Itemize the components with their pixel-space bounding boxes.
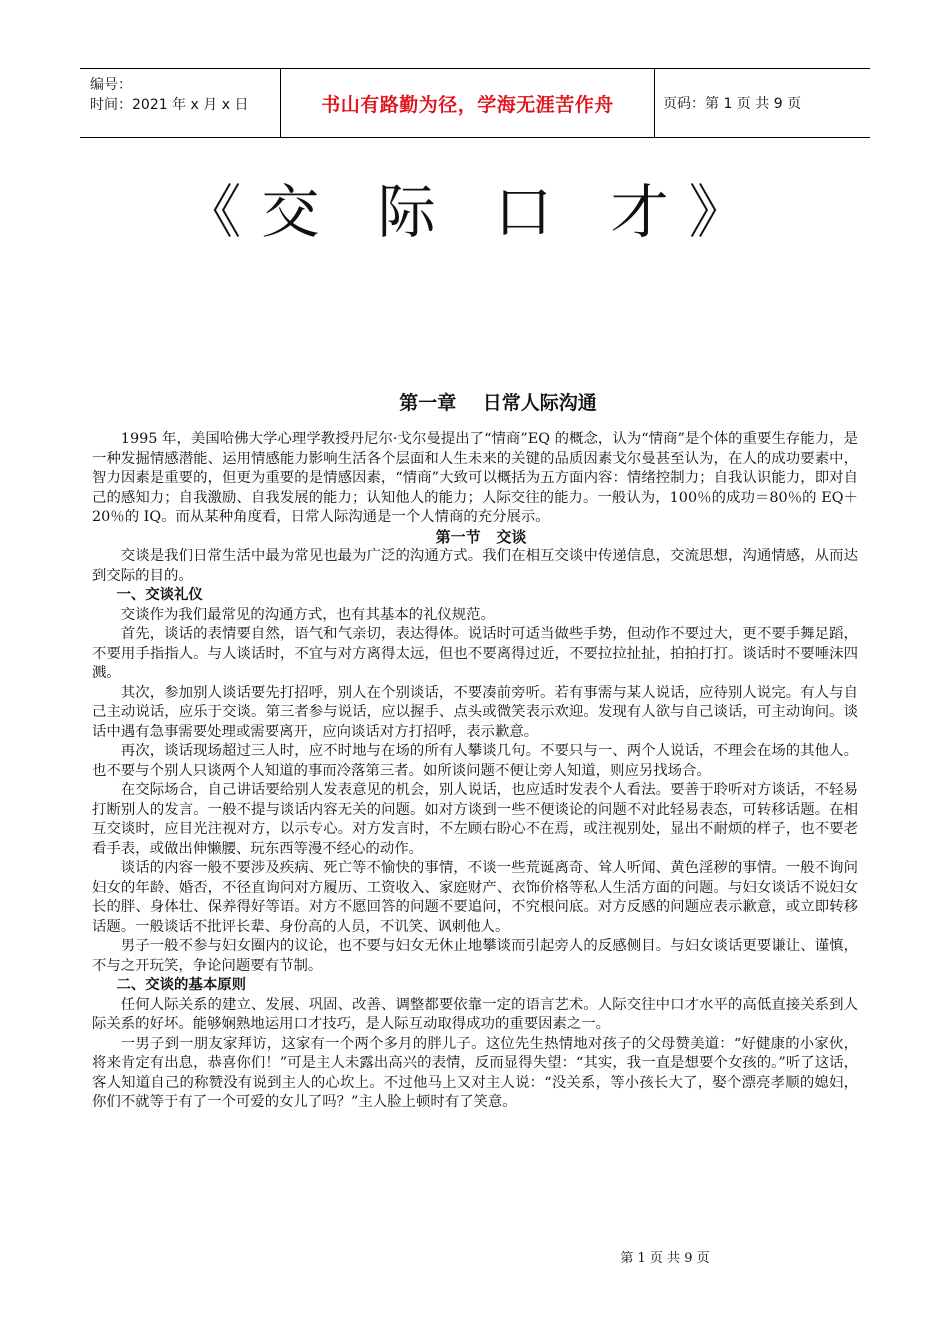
body-paragraph: 任何人际关系的建立、发展、巩固、改善、调整都要依靠一定的语言艺术。人际交往中口才水平的高低直接关系到人际关系的好坏。能够娴熟地运用口才技巧，是人际互动取得成功的重要因素之一。 bbox=[92, 996, 858, 1032]
body-paragraph: 一男子到一朋友家拜访，这家有一个两个多月的胖儿子。这位先生热情地对孩子的父母赞美道：“好健康的小家伙，将来肯定有出息，恭喜你们！”可是主人未露出高兴的表情，反而显得失望：“其实，我一直是想要个女孩的。”听了这话，客人知道自己的称赞没有说到主人的心坎上。不过他马上又对主人说：“没关系，等小孩长大了，娶个漂亮孝顺的媳妇，你们不就等于有了一个可爱的女儿了吗？”主人脸上顿时有了笑意。 bbox=[92, 1035, 858, 1110]
body-paragraph: 交谈是我们日常生活中最为常见也最为广泛的沟通方式。我们在相互交谈中传递信息，交流思想，沟通情感，从而达到交际的目的。 bbox=[92, 548, 858, 584]
body-paragraph: 1995 年，美国哈佛大学心理学教授丹尼尔·戈尔曼提出了“情商”EQ 的概念，认为“情商”是个体的重要生存能力，是一种发掘情感潜能、运用情感能力影响生活各个层面和人生未来的关键的品质因素戈尔曼甚至认为，在人的成功要素中，智力因素是重要的，但更为重要的是情感因素，“情商”大致可以概括为五方面内容：情绪控制力；自我认识能力，即对自己的感知力；自我激励、自我发展的能力；认知他人的能力；人际交往的能力。一般认为，100％的成功＝80％的 EQ＋20％的 IQ。而从某种角度看，日常人际沟通是一个人情商的充分展示。 bbox=[92, 431, 858, 525]
section-heading: 第一节 交谈 bbox=[435, 527, 527, 546]
document-body bbox=[92, 430, 858, 1113]
body-paragraph: 其次，参加别人谈话要先打招呼，别人在个别谈话，不要凑前旁听。若有事需与某人说话，应待别人说完。有人与自己主动说话，应乐于交谈。第三者参与说话，应以握手、点头或微笑表示欢迎。发现有人欲与自己谈话，可主动询问。谈话中遇有急事需要处理或需要离开，应向谈话对方打招呼，表示歉意。 bbox=[92, 684, 858, 740]
page-header bbox=[80, 68, 870, 138]
body-paragraph: 在交际场合，自己讲话要给别人发表意见的机会，别人说话，也应适时发表个人看法。要善于聆听对方谈话，不轻易打断别人的发言。一般不提与谈话内容无关的问题。如对方谈到一些不便谈论的问题不对此轻易表态，可转移话题。在相互交谈时，应目光注视对方，以示专心。对方发言时，不左顾右盼心不在焉，或注视别处，显出不耐烦的样子，也不要老看手表，或做出伸懒腰、玩东西等漫不经心的动作。 bbox=[92, 782, 858, 857]
header-page-info: 页码：第 1 页 共 9 页 bbox=[663, 96, 802, 112]
subsection-heading: 二、交谈的基本原则 bbox=[116, 977, 246, 993]
subsection-heading: 一、交谈礼仪 bbox=[116, 587, 203, 603]
body-paragraph: 男子一般不参与妇女圈内的议论，也不要与妇女无休止地攀谈而引起旁人的反感侧目。与妇女谈话更要谦让、谨慎，不与之开玩笑，争论问题要有节制。 bbox=[92, 938, 858, 974]
doc-time-label: 时间：2021 年 x 月 x 日 bbox=[90, 97, 249, 113]
body-paragraph: 首先，谈话的表情要自然，语气和气亲切，表达得体。说话时可适当做些手势，但动作不要过大，更不要手舞足蹈，不要用手指指人。与人谈话时，不宜与对方离得太远，但也不要离得过近，不要拉拉扯扯，拍拍打打。谈话时不要唾沫四溅。 bbox=[92, 626, 858, 681]
body-paragraph: 谈话的内容一般不要涉及疾病、死亡等不愉快的事情，不谈一些荒诞离奇、耸人听闻、黄色淫秽的事情。一般不询问妇女的年龄、婚否，不径直询问对方履历、工资收入、家庭财产、衣饰价格等私人生活方面的问题。与妇女谈话不说妇女长的胖、身体壮、保养得好等语。对方不愿回答的问题不要追问，不究根问底。对方反感的问题应表示歉意，或立即转移话题。一般谈话不批评长辈、身份高的人员，不讥笑、讽刺他人。 bbox=[92, 860, 858, 935]
doc-number-label: 编号： bbox=[90, 77, 132, 93]
body-paragraph: 交谈作为我们最常见的沟通方式，也有其基本的礼仪规范。 bbox=[120, 606, 495, 623]
header-motto: 书山有路勤为径，学海无涯苦作舟 bbox=[280, 69, 655, 137]
page-footer: 第 1 页 共 9 页 bbox=[620, 1251, 710, 1266]
body-paragraph: 再次，谈话现场超过三人时，应不时地与在场的所有人攀谈几句。不要只与一、两个人说话，不理会在场的其他人。也不要与个别人只谈两个人知道的事而冷落第三者。如所谈问题不便让旁人知道，则应另找场合。 bbox=[92, 743, 858, 779]
document-title: 《交 际 口 才》 bbox=[183, 178, 767, 246]
header-meta bbox=[80, 69, 280, 137]
chapter-heading: 第一章 日常人际沟通 bbox=[399, 392, 597, 414]
